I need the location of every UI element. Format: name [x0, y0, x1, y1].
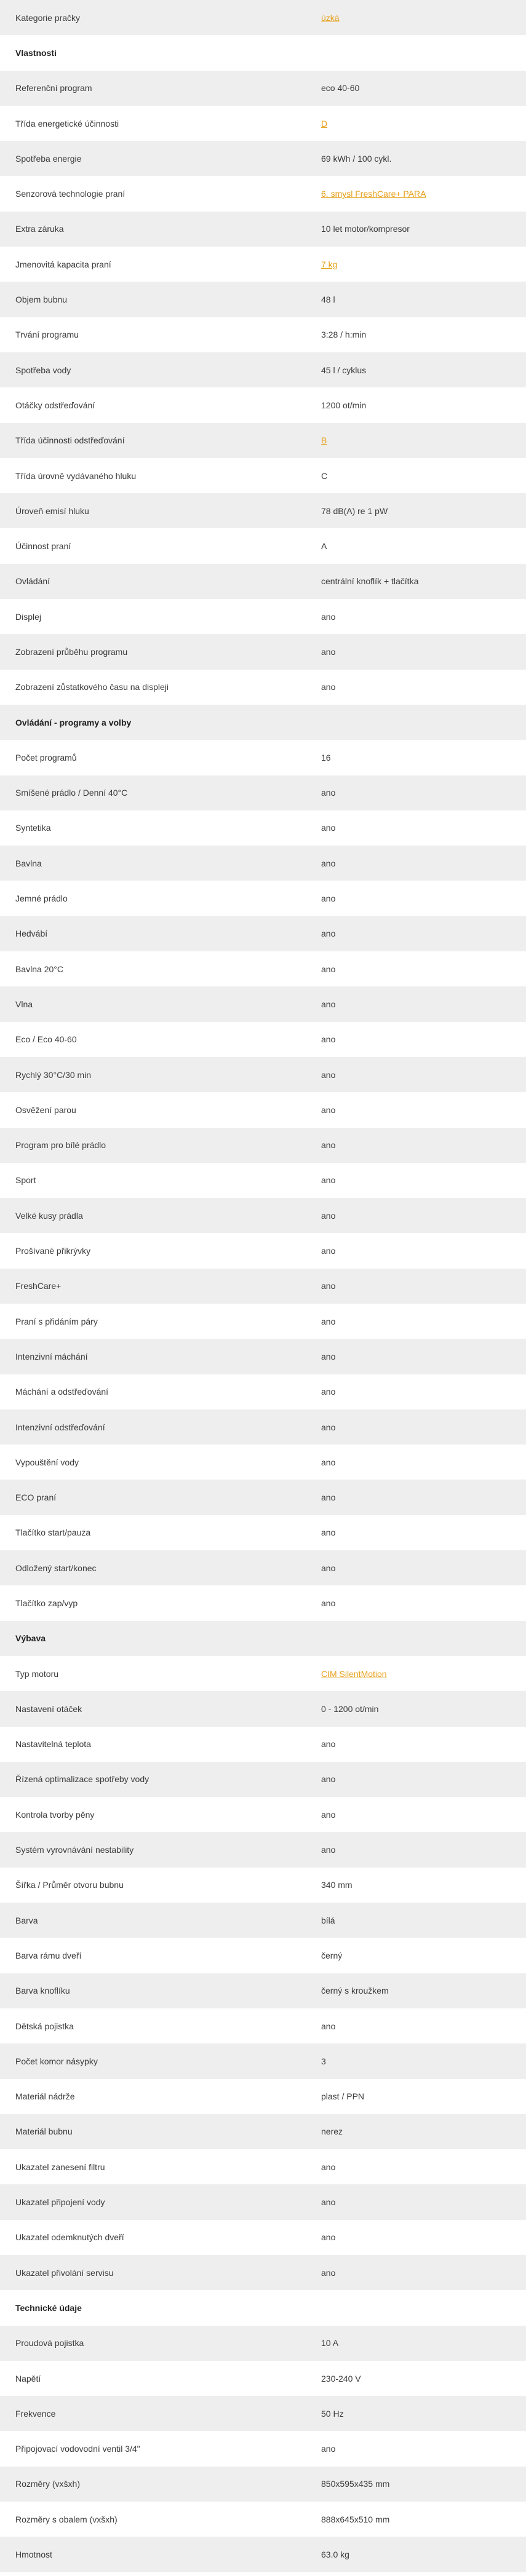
spec-value: ano — [321, 646, 336, 657]
spec-row-trida-urovne-vydavaneho-hluku — [0, 458, 526, 493]
spec-row-referencni-program — [0, 71, 526, 106]
spec-value: A — [321, 541, 327, 552]
spec-row-tlacitko-zap-vyp — [0, 1585, 526, 1620]
spec-label: Počet programů — [15, 752, 77, 763]
spec-row-ukazatel-privolani-servisu — [0, 2255, 526, 2290]
spec-row-ovladani — [0, 564, 526, 599]
spec-row-prosivane-prikryvky — [0, 1233, 526, 1268]
spec-row-ukazatel-zaneseni-filtru — [0, 2149, 526, 2184]
spec-row-senzorova-technologie-prani — [0, 176, 526, 211]
spec-value: ano — [321, 1528, 336, 1538]
spec-value: 1200 ot/min — [321, 400, 367, 410]
spec-value: 50 Hz — [321, 2408, 344, 2419]
spec-value: nerez — [321, 2126, 343, 2137]
spec-value: centrální knoflík + tlačítka — [321, 576, 419, 587]
spec-label: Systém vyrovnávání nestability — [15, 1845, 134, 1855]
spec-label: Intenzivní odstřeďování — [15, 1422, 105, 1432]
spec-row-smisene-pradlo-denni-40-c — [0, 775, 526, 810]
spec-row-osvezeni-parou — [0, 1092, 526, 1127]
spec-row-barva — [0, 1903, 526, 1938]
spec-value: eco 40-60 — [321, 83, 360, 93]
spec-value: ano — [321, 1034, 336, 1045]
spec-label: Vypouštění vody — [15, 1457, 79, 1467]
spec-row-pripojovaci-vodovodni-ventil-3-4 — [0, 2431, 526, 2466]
spec-row-intenzivni-odstredovani — [0, 1409, 526, 1445]
spec-row-rychly-30-c-30-min — [0, 1057, 526, 1092]
spec-value: ano — [321, 1175, 336, 1186]
spec-label: Hedvábí — [15, 929, 48, 939]
spec-label: Barva knoflíku — [15, 1986, 70, 1996]
spec-value: ano — [321, 1316, 336, 1326]
spec-label: Jemné prádlo — [15, 894, 68, 904]
spec-value-link[interactable]: B — [321, 435, 327, 446]
spec-row-vlna — [0, 986, 526, 1021]
spec-label: Rozměry (vxšxh) — [15, 2479, 81, 2489]
spec-value: plast / PPN — [321, 2091, 365, 2102]
spec-row-typ-motoru — [0, 1656, 526, 1691]
spec-row-proudova-pojistka — [0, 2326, 526, 2361]
spec-row-velke-kusy-pradla — [0, 1198, 526, 1233]
spec-label: Kategorie pračky — [15, 12, 81, 23]
spec-value: 340 mm — [321, 1880, 353, 1890]
spec-label: Prošívané přikrývky — [15, 1246, 91, 1256]
section-title: Technické údaje — [15, 2302, 82, 2313]
spec-label: Rozměry s obalem (vxšxh) — [15, 2514, 118, 2524]
spec-row-pocet-komor-nasypky — [0, 2043, 526, 2079]
spec-label: Materiál bubnu — [15, 2126, 73, 2137]
spec-label: Bavlna 20°C — [15, 964, 63, 974]
spec-row-eco-prani — [0, 1480, 526, 1515]
spec-label: Třída účinnosti odstřeďování — [15, 435, 125, 446]
spec-label: Máchání a odstřeďování — [15, 1387, 109, 1397]
spec-value: ano — [321, 1422, 336, 1432]
spec-value: ano — [321, 929, 336, 939]
spec-row-system-vyrovnavani-nestability — [0, 1832, 526, 1867]
spec-value: ano — [321, 1104, 336, 1115]
spec-row-jemne-pradlo — [0, 881, 526, 916]
spec-row-kategorie-pracky — [0, 0, 526, 35]
spec-row-sirka-prumer-otvoru-bubnu — [0, 1868, 526, 1903]
spec-value: ano — [321, 1598, 336, 1608]
spec-row-vypousteni-vody — [0, 1445, 526, 1480]
spec-row-ukazatel-odemknutych-dveri — [0, 2220, 526, 2255]
spec-label: Šířka / Průměr otvoru bubnu — [15, 1880, 124, 1890]
spec-label: Frekvence — [15, 2408, 56, 2419]
spec-row-pocet-programu — [0, 740, 526, 775]
spec-value: ano — [321, 788, 336, 798]
spec-value: ano — [321, 894, 336, 904]
spec-label: Tlačítko zap/vyp — [15, 1598, 78, 1608]
spec-row-barva-ramu-dveri — [0, 1938, 526, 1973]
spec-label: Třída energetické účinnosti — [15, 118, 119, 129]
spec-row-material-bubnu — [0, 2114, 526, 2149]
spec-label: Spotřeba energie — [15, 153, 82, 164]
spec-value: ano — [321, 2021, 336, 2031]
spec-value: 888x645x510 mm — [321, 2514, 390, 2524]
spec-value: 78 dB(A) re 1 pW — [321, 505, 388, 516]
spec-label: Materiál nádrže — [15, 2091, 75, 2102]
spec-value-link[interactable]: 7 kg — [321, 259, 338, 269]
spec-value: černý s kroužkem — [321, 1986, 389, 1996]
spec-value: ano — [321, 682, 336, 692]
spec-label: Otáčky odstřeďování — [15, 400, 95, 410]
spec-row-trvani-programu — [0, 317, 526, 352]
section-title: Výbava — [15, 1633, 46, 1644]
spec-label: Extra záruka — [15, 224, 64, 234]
spec-value-link[interactable]: 6. smysl FreshCare+ PARA — [321, 189, 426, 199]
spec-row-ukazatel-pripojeni-vody — [0, 2184, 526, 2219]
spec-row-hedvabi — [0, 916, 526, 951]
spec-row-rozmery-s-obalem-vxsxh — [0, 2502, 526, 2537]
spec-row-program-pro-bile-pradlo — [0, 1128, 526, 1163]
spec-value: černý — [321, 1950, 343, 1960]
spec-row-machani-a-odstredovani — [0, 1374, 526, 1409]
spec-value: ano — [321, 1492, 336, 1503]
spec-label: Zobrazení zůstatkového času na displeji — [15, 682, 169, 692]
spec-row-sport — [0, 1163, 526, 1198]
spec-value: ano — [321, 999, 336, 1009]
spec-row-odlozeny-start-konec — [0, 1550, 526, 1585]
spec-row-material-nadrze — [0, 2079, 526, 2114]
spec-label: Velké kusy prádla — [15, 1210, 83, 1221]
spec-label: Objem bubnu — [15, 295, 68, 305]
spec-label: FreshCare+ — [15, 1281, 62, 1291]
spec-row-extra-zaruka — [0, 212, 526, 247]
spec-value: ano — [321, 1457, 336, 1467]
spec-row-spotreba-vody — [0, 352, 526, 387]
spec-value: ano — [321, 1809, 336, 1820]
section-header-vybava — [0, 1621, 526, 1656]
spec-row-eco-eco-40-60 — [0, 1022, 526, 1057]
spec-row-trida-energeticke-ucinnosti — [0, 106, 526, 141]
spec-row-napeti — [0, 2361, 526, 2396]
spec-value: ano — [321, 2232, 336, 2243]
spec-value: ano — [321, 611, 336, 622]
spec-label: Jmenovitá kapacita praní — [15, 259, 111, 269]
spec-value: ano — [321, 1140, 336, 1151]
spec-value: ano — [321, 1563, 336, 1573]
spec-value: ano — [321, 1069, 336, 1080]
spec-row-tlacitko-start-pauza — [0, 1515, 526, 1550]
spec-row-bavlna-20-c — [0, 951, 526, 986]
spec-label: ECO praní — [15, 1492, 57, 1503]
spec-label: Připojovací vodovodní ventil 3/4" — [15, 2444, 140, 2454]
spec-label: Ukazatel přivolání servisu — [15, 2267, 114, 2278]
spec-row-hmotnost — [0, 2537, 526, 2572]
spec-row-displej — [0, 599, 526, 634]
spec-value: ano — [321, 964, 336, 974]
spec-value: ano — [321, 858, 336, 868]
spec-label: Displej — [15, 611, 42, 622]
spec-value: ano — [321, 823, 336, 833]
spec-value: ano — [321, 2197, 336, 2208]
spec-value: ano — [321, 2267, 336, 2278]
spec-label: Napětí — [15, 2373, 41, 2384]
spec-value-link[interactable]: úzká — [321, 12, 340, 23]
spec-label: Počet komor násypky — [15, 2056, 98, 2066]
spec-value: 16 — [321, 752, 331, 763]
spec-label: Referenční program — [15, 83, 92, 93]
spec-value: 45 l / cyklus — [321, 365, 367, 375]
spec-row-jmenovita-kapacita-prani — [0, 247, 526, 282]
spec-label: Program pro bílé prádlo — [15, 1140, 106, 1151]
spec-label: Osvěžení parou — [15, 1104, 76, 1115]
spec-label: Smíšené prádlo / Denní 40°C — [15, 788, 128, 798]
spec-value: 48 l — [321, 295, 335, 305]
spec-row-barva-knofliku — [0, 1973, 526, 2008]
spec-label: Sport — [15, 1175, 36, 1186]
spec-row-zobrazeni-zustatkoveho-casu-na-displeji — [0, 670, 526, 705]
spec-value: C — [321, 470, 328, 481]
spec-row-rizena-optimalizace-spotreby-vody — [0, 1762, 526, 1797]
spec-value: ano — [321, 1774, 336, 1785]
spec-label: Intenzivní máchání — [15, 1351, 88, 1361]
spec-value: 0 - 1200 ot/min — [321, 1703, 379, 1714]
spec-value: ano — [321, 1210, 336, 1221]
section-title: Ovládání - programy a volby — [15, 717, 132, 727]
spec-row-frekvence — [0, 2396, 526, 2431]
spec-label: Účinnost praní — [15, 541, 71, 552]
spec-value: ano — [321, 2444, 336, 2454]
spec-label: Spotřeba vody — [15, 365, 71, 375]
spec-label: Hmotnost — [15, 2550, 52, 2560]
spec-label: Kontrola tvorby pěny — [15, 1809, 95, 1820]
spec-label: Trvání programu — [15, 330, 79, 340]
spec-row-uroven-emisi-hluku — [0, 493, 526, 528]
spec-row-freshcare — [0, 1269, 526, 1304]
spec-value: ano — [321, 1246, 336, 1256]
spec-value: ano — [321, 1739, 336, 1750]
spec-label: Proudová pojistka — [15, 2338, 84, 2348]
spec-value: ano — [321, 1281, 336, 1291]
spec-value-link[interactable]: D — [321, 118, 328, 129]
spec-row-ucinnost-prani — [0, 528, 526, 563]
spec-label: Praní s přidáním páry — [15, 1316, 98, 1326]
spec-row-nastaveni-otacek — [0, 1691, 526, 1726]
spec-row-nastavitelna-teplota — [0, 1727, 526, 1762]
spec-value: ano — [321, 1387, 336, 1397]
spec-label: Vlna — [15, 999, 33, 1009]
spec-label: Barva rámu dveří — [15, 1950, 82, 1960]
spec-label: Ovládání — [15, 576, 50, 587]
spec-label: Řízená optimalizace spotřeby vody — [15, 1774, 149, 1785]
spec-row-rozmery-vxsxh — [0, 2467, 526, 2502]
spec-row-prani-s-pridanim-pary — [0, 1304, 526, 1339]
spec-label: Třída úrovně vydávaného hluku — [15, 470, 137, 481]
section-title: Vlastnosti — [15, 47, 57, 58]
spec-label: Odložený start/konec — [15, 1563, 97, 1573]
spec-value: ano — [321, 1351, 336, 1361]
spec-row-spotreba-energie — [0, 141, 526, 176]
spec-value: 69 kWh / 100 cykl. — [321, 153, 392, 164]
spec-value-link[interactable]: CIM SilentMotion — [321, 1668, 387, 1679]
spec-value: 850x595x435 mm — [321, 2479, 390, 2489]
spec-label: Bavlna — [15, 858, 42, 868]
spec-row-zobrazeni-prubehu-programu — [0, 634, 526, 669]
spec-label: Typ motoru — [15, 1668, 59, 1679]
spec-value: 10 A — [321, 2338, 339, 2348]
spec-row-trida-ucinnosti-odstredovani — [0, 423, 526, 458]
spec-value: bílá — [321, 1915, 335, 1925]
spec-label: Eco / Eco 40-60 — [15, 1034, 77, 1045]
spec-label: Rychlý 30°C/30 min — [15, 1069, 92, 1080]
spec-label: Barva — [15, 1915, 38, 1925]
spec-label: Ukazatel připojení vody — [15, 2197, 105, 2208]
section-header-vlastnosti — [0, 35, 526, 70]
spec-value: ano — [321, 1845, 336, 1855]
spec-label: Nastavitelná teplota — [15, 1739, 91, 1750]
section-header-technicke-udaje — [0, 2290, 526, 2325]
spec-value: 3:28 / h:min — [321, 330, 367, 340]
spec-row-intenzivni-machani — [0, 1339, 526, 1374]
spec-label: Ukazatel odemknutých dveří — [15, 2232, 124, 2243]
spec-value: 63.0 kg — [321, 2550, 349, 2560]
spec-row-bavlna — [0, 846, 526, 881]
spec-label: Ukazatel zanesení filtru — [15, 2162, 105, 2172]
spec-label: Nastavení otáček — [15, 1703, 82, 1714]
spec-value: 3 — [321, 2056, 326, 2066]
spec-label: Syntetika — [15, 823, 51, 833]
spec-label: Zobrazení průběhu programu — [15, 646, 128, 657]
spec-label: Tlačítko start/pauza — [15, 1528, 91, 1538]
spec-label: Senzorová technologie praní — [15, 189, 126, 199]
spec-label: Úroveň emisí hluku — [15, 505, 89, 516]
spec-value: ano — [321, 2162, 336, 2172]
spec-label: Dětská pojistka — [15, 2021, 74, 2031]
spec-row-kontrola-tvorby-peny — [0, 1797, 526, 1832]
spec-row-objem-bubnu — [0, 282, 526, 317]
spec-row-otacky-odstredovani — [0, 387, 526, 422]
spec-row-syntetika — [0, 810, 526, 846]
section-header-ovladani-programy-a-volby — [0, 705, 526, 740]
spec-row-detska-pojistka — [0, 2008, 526, 2043]
spec-value: 230-240 V — [321, 2373, 361, 2384]
spec-value: 10 let motor/kompresor — [321, 224, 410, 234]
